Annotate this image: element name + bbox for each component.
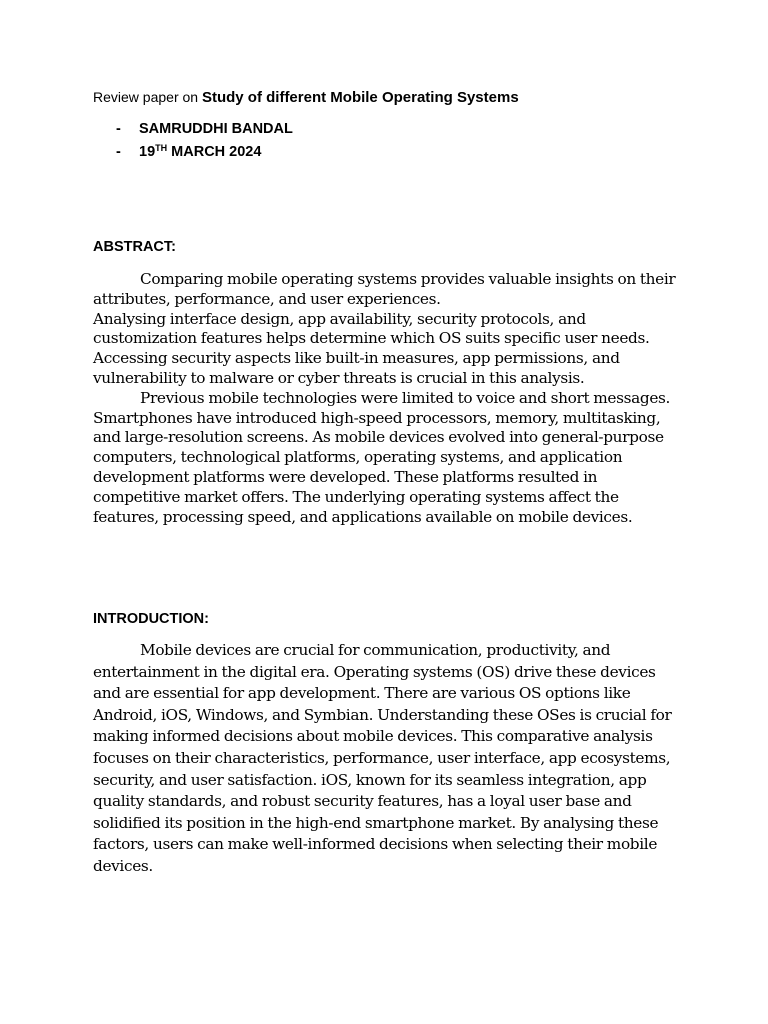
abstract-paragraph: Comparing mobile operating systems provides valuable insights on their attributes, performance, and user experiences.	[93, 270, 676, 308]
introduction-paragraph: Mobile devices are crucial for communication, productivity, and entertainment in the digital era. Operating systems (OS) drive these devices and are essential for app development. There are various OS options like Android, iOS, Windows, and Symbian. Understanding these OSes is crucial for making informed decisions about mobile devices. This comparative analysis focuses on their characteristics, performance, user interface, app ecosystems, security, and user satisfaction. iOS, known for its seamless integration, app quality standards, and robust security features, has a loyal user base and solidified its position in the high-end smartphone market. By analysing these factors, users can make well-informed decisions when selecting their mobile devices.	[93, 641, 672, 875]
date-month-year: MARCH 2024	[167, 144, 262, 160]
title-prefix: Review paper on	[93, 89, 202, 105]
introduction-heading: INTRODUCTION:	[93, 611, 209, 627]
introduction-body	[93, 640, 677, 878]
abstract-heading: ABSTRACT:	[93, 239, 176, 255]
date-day: 19	[139, 144, 156, 160]
abstract-paragraph: Analysing interface design, app availability, security protocols, and customization features helps determine which OS suits specific user needs. Accessing security aspects like built-in measures, app permissions, and vulnerability to malware or cyber threats is crucial in this analysis.	[93, 309, 650, 387]
author-name: SAMRUDDHI BANDAL	[139, 121, 293, 137]
publication-date	[139, 144, 261, 160]
date-ordinal-suffix: TH	[155, 143, 168, 153]
abstract-body	[93, 270, 677, 527]
title-main: Study of different Mobile Operating Systems	[201, 89, 519, 106]
list-bullet: -	[116, 121, 121, 137]
abstract-paragraph: Previous mobile technologies were limited to voice and short messages. Smartphones have introduced high-speed processors, memory, multitasking, and large-resolution screens. As mobile devices evolved into general-purpose computers, technological platforms, operating systems, and application development platforms were developed. These platforms resulted in competitive market offers. The underlying operating systems affect the features, processing speed, and applications available on mobile devices.	[93, 388, 671, 526]
list-bullet: -	[116, 144, 121, 160]
paper-title	[93, 89, 519, 106]
